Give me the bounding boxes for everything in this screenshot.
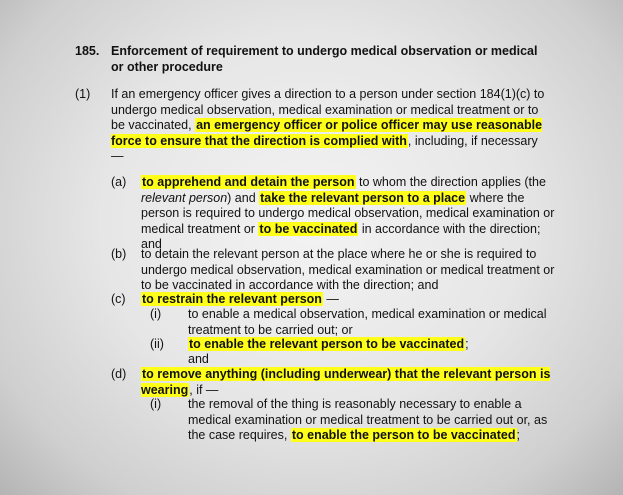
item-a-text-4: in accordance with the direction; and bbox=[141, 221, 541, 251]
item-c-ii-label: (ii) bbox=[150, 337, 164, 351]
item-d-i-text bbox=[188, 397, 558, 444]
item-c-i-label: (i) bbox=[150, 307, 162, 321]
item-a-text bbox=[141, 175, 556, 253]
item-d-text bbox=[141, 367, 556, 398]
item-a-text-2: ) and bbox=[227, 190, 260, 205]
item-a-text-3: where the person is required to undergo medical observation, medical examination or medical treatment or bbox=[141, 190, 555, 236]
section-number: 185. bbox=[75, 44, 100, 58]
item-c-label: (c) bbox=[111, 292, 126, 306]
subsection-label: (1) bbox=[75, 87, 91, 101]
item-d-i-semicolon: ; bbox=[516, 428, 520, 442]
item-a-label: (a) bbox=[111, 175, 127, 189]
subsection-1-text-b: , including, if necessary — bbox=[111, 133, 538, 163]
item-d-i-label: (i) bbox=[150, 397, 162, 411]
item-c-ii-semicolon: ; bbox=[465, 337, 469, 351]
highlight-enable-vaccinated: to enable the relevant person to be vaccinated bbox=[189, 337, 465, 351]
highlight-reasonable-force: an emergency officer or police officer may use reasonable force to ensure that the direction is complied with bbox=[111, 118, 543, 148]
item-a-text-1: to whom the direction applies (the bbox=[355, 175, 546, 189]
section-title: Enforcement of requirement to undergo medical observation or medical or other procedure bbox=[111, 44, 538, 74]
item-b-text: to detain the relevant person at the place where he or she is required to undergo medical observation, medical examination or medical treatment or to be vaccinated in accordance with the direction; and bbox=[141, 247, 555, 292]
item-b-label: (b) bbox=[111, 247, 127, 261]
item-c-ii-text bbox=[188, 337, 558, 353]
highlight-take-to-place: take the relevant person to a place bbox=[260, 190, 466, 205]
item-a-defined-term: relevant person bbox=[141, 190, 228, 205]
item-c-and: and bbox=[188, 352, 209, 366]
item-d-i-text-body: the removal of the thing is reasonably necessary to enable a medical examination or medical treatment to be carried out or, as the case requires, bbox=[188, 397, 548, 442]
item-c-text bbox=[141, 292, 556, 308]
highlight-be-vaccinated: to be vaccinated bbox=[259, 221, 358, 236]
highlight-enable-person-vaccinated: to enable the person to be vaccinated bbox=[291, 428, 516, 442]
item-d-label: (d) bbox=[111, 367, 127, 381]
highlight-apprehend: to apprehend and detain the person bbox=[142, 175, 355, 189]
subsection-1-text bbox=[111, 87, 551, 165]
item-c-i-text: to enable a medical observation, medical examination or medical treatment to be carried out; or bbox=[188, 307, 547, 337]
item-c-dash: — bbox=[322, 292, 339, 306]
item-d-if: , if — bbox=[189, 382, 219, 397]
subsection-1-text-a: If an emergency officer gives a direction to a person under section 184(1)(c) to undergo medical observation, medical examination or medical treatment or to be vaccinated, bbox=[111, 87, 545, 132]
highlight-restrain: to restrain the relevant person bbox=[142, 292, 322, 306]
highlight-remove-anything: to remove anything (including underwear) that the relevant person is wearing bbox=[141, 367, 551, 397]
